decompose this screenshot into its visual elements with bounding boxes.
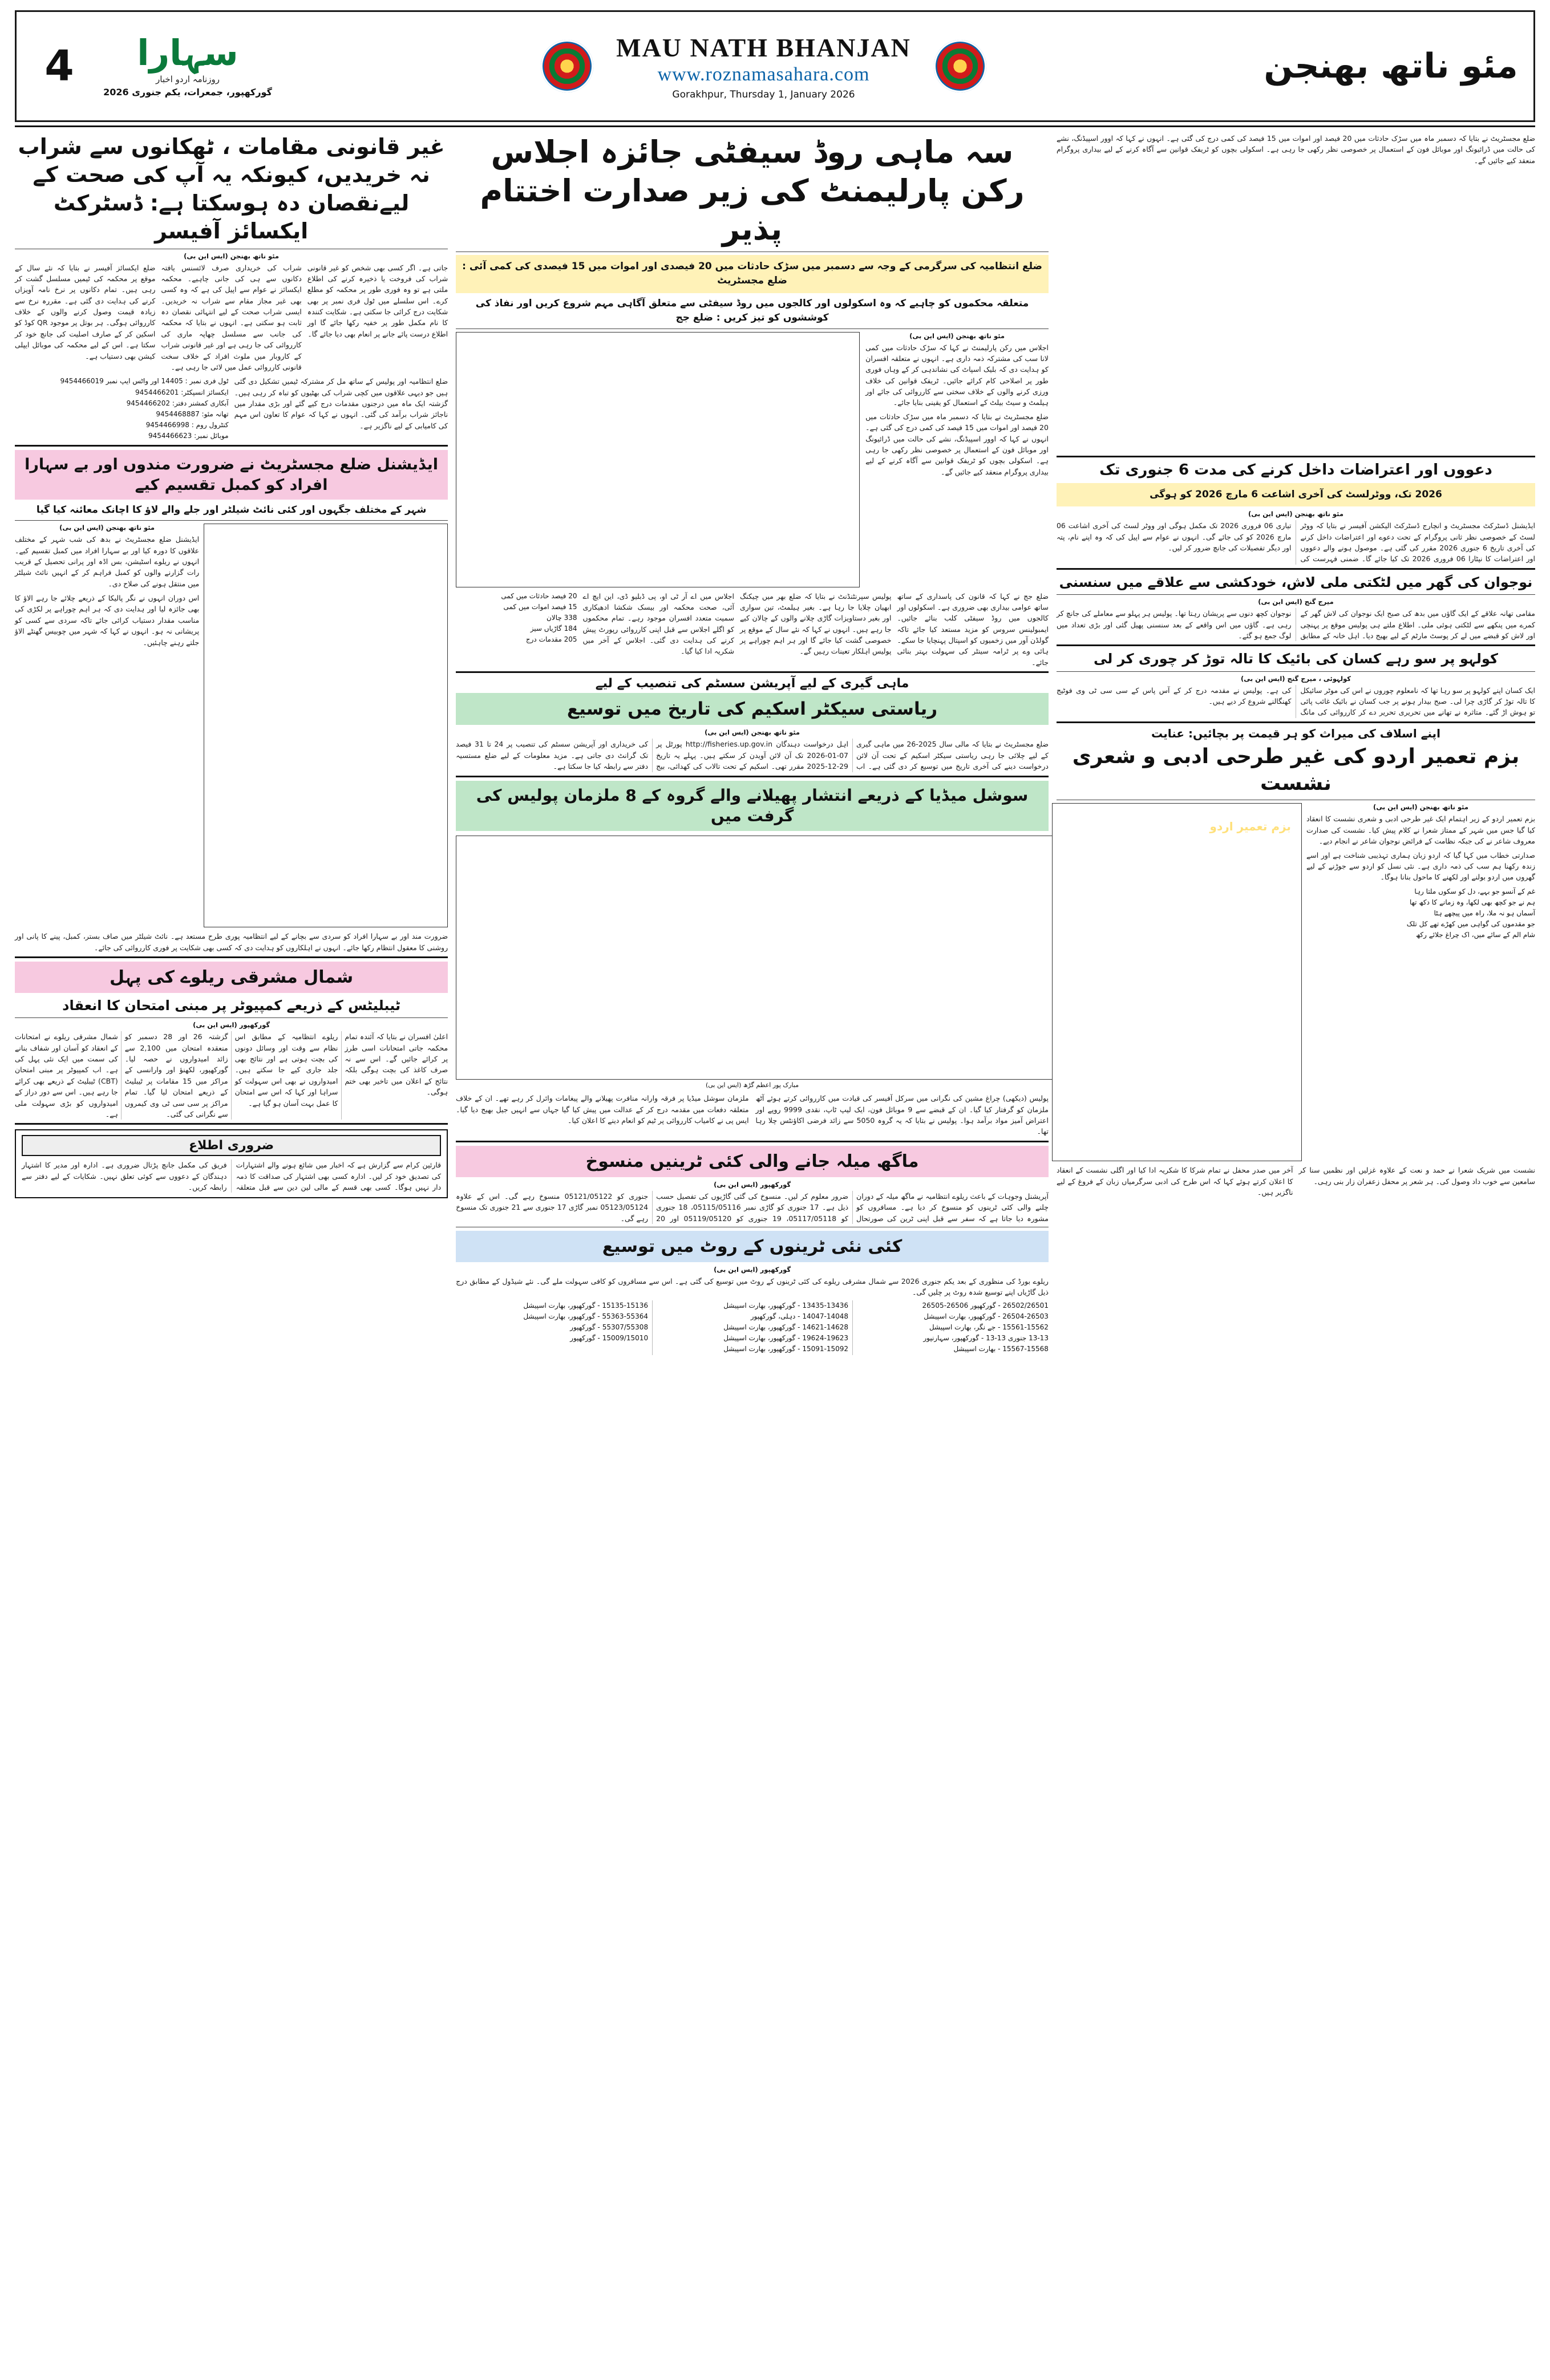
masthead-title — [616, 33, 911, 100]
train-item-4: 13-13 جنوری 13-13 - گورکھپور، سہارنپور — [923, 1334, 1049, 1343]
lead-center-subhead: ضلع انتظامیہ کی سرگرمی کے وجہ سے دسمبر میں سڑک حادثات میں 20 فیصدی اور اموات میں 15 فیصدی کی کمی آئی : ضلع مجسٹریٹ — [462, 260, 1042, 286]
theft-text: ایک کسان اپنے کولہو پر سو رہا تھا کہ نامعلوم چوروں نے اس کی موٹر سائیکل کا تالہ توڑ کر گاڑی چرا لی۔ صبح بیدار ہونے پر جب کسان نے بائیک غائب پائی تو ہوش اڑ گئے۔ متاثرہ نے تھانے میں تحریری تحریر دے کر کارروائی کی مانگ کی ہے۔ پولیس نے مقدمہ درج کر کے آس پاس کے سی سی ٹی وی فوٹیج کھنگالنے شروع کر دیے ہیں۔ — [1056, 686, 1535, 717]
notice-box — [15, 1129, 448, 1198]
magistrate-headline-band — [15, 450, 448, 499]
train-item-13: 55307/55308 - گورکھپور — [570, 1323, 649, 1332]
couplet-5: شام الم کے سائے میں، اک چراغ جلائے رکھ — [1415, 931, 1535, 939]
train-item-8: 14621-14628 - گورکھپور، بھارت اسپیشل — [723, 1323, 849, 1332]
lead-left-col-2: شراب کی خریداری صرف لائسنس یافتہ دکانوں سے ہی کی جانی چاہیے۔ محکمہ ایکسائز نے عوام سے اپیل کی ہے کہ وہ کسی بھی غیر مجاز مقام سے شراب نہ خریدیں۔ ایسی شراب صحت کے لیے انتہائی نقصان دہ ثابت ہو سکتی ہے۔ انہوں نے بتایا کہ محکمہ کی جانب سے مسلسل چھاپہ ماری کی کارروائی کی جا رہی ہے اور غیر قانونی شراب کے کاروبار میں ملوث افراد کے خلاف سخت قانونی کارروائی عمل میں لائی جا رہی ہے۔ — [161, 263, 302, 371]
train-item-11: 15135-15136 - گورکھپور، بھارت اسپیشل — [523, 1301, 649, 1309]
newtrains-byline: گورکھپور (ایس این بی) — [714, 1265, 791, 1274]
magistrate-headline: ایڈیشنل ضلع مجسٹریٹ نے ضرورت مندوں اور بے سہارا افراد کو کمبل تقسیم کیے — [25, 456, 439, 494]
stat-4: 184 گاڑیاں سیز — [530, 625, 577, 633]
recruitment-subhead-band — [1057, 483, 1535, 507]
newtrains-text: ریلوے بورڈ کی منظوری کے بعد یکم جنوری 2026 سے شمال مشرقی ریلوے کی کئی ٹرینوں کے روٹ میں توسیع کی گئی ہے۔ اس سے مسافروں کو کافی سہولت ملے گی۔ نئے شیڈول کے مطابق درج ذیل گاڑیاں اپنے توسیع شدہ روٹ پر چلیں گی۔ — [456, 1276, 1049, 1297]
train-item-9: 19624-19623 - گورکھپور، بھارت اسپیشل — [723, 1334, 849, 1343]
crime-text: مقامی تھانہ علاقے کے ایک گاؤں میں بدھ کی صبح ایک نوجوان کی لاش گھر کے کمرے میں پنکھے سے لٹکتی ہوئی ملی۔ اطلاع ملتے ہی پولیس موقع پر پہنچی اور لاش کو قبضے میں لے کر پوسٹ مارٹم کے لیے بھیج دیا۔ اہل خانہ کے مطابق نوجوان کچھ دنوں سے پریشان رہتا تھا۔ پولیس ہر پہلو سے معاملے کی جانچ کر رہی ہے۔ گاؤں میں اس واقعے کے بعد سنسنی پھیل گئی اور بڑی تعداد میں لوگ جمع ہو گئے۔ — [1056, 609, 1535, 640]
lead-center-stats — [456, 591, 577, 668]
bazm-col-left-1: بزم تعمیر اردو کے زیر اہتمام ایک غیر طرحی ادبی و شعری نشست کا انعقاد کیا گیا جس میں شہر کے ممتاز شعرا نے کلام پیش کیا۔ نشست کی صدارت معروف شاعر نے کی جبکہ نظامت کے فرائض نوجوان شاعر نے انجام دیے۔ — [1306, 814, 1535, 846]
place-date: Gorakhpur, Thursday 1, January 2026 — [672, 88, 855, 100]
lead-left-headline: غیر قانونی مقامات ، ٹھکانوں سے شراب نہ خریدیں، کیونکہ یہ آپ کی صحت کے لیےنقصان دہ ہوسکتا ہے: ڈسٹرکٹ ایکسائز آفیسر — [18, 134, 445, 244]
couplet-2: ہم نے جو کچھ بھی لکھا، وہ زمانے کا دکھ تھا — [1409, 898, 1535, 906]
publication-logo — [102, 12, 273, 120]
masthead-divider — [15, 125, 1535, 127]
lead-center-col-1: اجلاس میں رکن پارلیمنٹ نے کہا کہ سڑک حادثات میں کمی لانا سب کی مشترکہ ذمہ داری ہے۔ انہوں نے متعلقہ افسران کو ہدایت دی کہ بلیک اسپاٹ کی نشاندہی کر کے وہاں فوری طور پر اصلاحی کام کرائے جائیں۔ ٹریفک قوانین کی خلاف ورزی کرنے والوں کے خلاف سختی سے کارروائی کی جائے اور ہیلمٹ و سیٹ بیلٹ کے استعمال کو یقینی بنایا جائے۔ — [865, 343, 1049, 407]
right-column — [1057, 133, 1535, 1355]
helpline-3: آبکاری کمشنر دفتر: 9454466202 — [126, 399, 229, 407]
train-item-7: 14047-14048 - دہلی، گورکھپور — [750, 1312, 849, 1320]
train-item-14: 15009/15010 - گورکھپور — [570, 1334, 649, 1343]
train-item-5: 15567-15568 - بھارت اسپیشل — [953, 1345, 1049, 1353]
social-photo-caption: مبارک پور اعظم گڑھ (ایس این بی) — [705, 1081, 799, 1089]
crime-headline: نوجوان کی گھر میں لٹکتی ملی لاش، خودکشی سے علاقے میں سنسنی — [1059, 574, 1533, 590]
lead-center-col-4: پولیس سپرنٹنڈنٹ نے بتایا کہ ضلع بھر میں چیکنگ ابھیان چلایا جا رہا ہے۔ بغیر ہیلمٹ، تین سواری اور بغیر دستاویزات گاڑی چلانے والوں کے چالان کیے جا رہے ہیں۔ انہوں نے کہا کہ نئے سال کے موقع پر خصوصی گشت کیا جائے گا اور ہر اہم چوراہے پر پولیس اہلکار تعینات رہیں گے۔ — [739, 591, 892, 656]
bazm-kicker: اپنے اسلاف کی میراث کو ہر قیمت پر بچائیں: عنایت — [1151, 726, 1440, 740]
theft-headline: کولہو پر سو رہے کسان کی بائیک کا تالہ توڑ کر چوری کر لی — [1093, 651, 1498, 667]
lead-center-col-3: ضلع جج نے کہا کہ قانون کی پاسداری کے ساتھ ساتھ عوامی بیداری بھی ضروری ہے۔ اسکولوں اور کالجوں میں روڈ سیفٹی کلب بنائے جائیں۔ ایمبولینس سروس کو مزید مستعد کیا جائے تاکہ گولڈن آور میں زخمیوں کو اسپتال پہنچایا جا سکے۔ ہائی وے پر ٹرامہ سینٹر کی سہولت بہتر بنائی جائے۔ — [897, 591, 1049, 667]
magistrate-col-1: ایڈیشنل ضلع مجسٹریٹ نے بدھ کی شب شہر کے مختلف علاقوں کا دورہ کیا اور بے سہارا افراد میں کمبل تقسیم کیے۔ انہوں نے ریلوے اسٹیشن، بس اڈہ اور پرانی تحصیل کے قریب رات گزارنے والوں کو کمبل فراہم کر کے انہیں نائٹ شیلٹر میں منتقل ہونے کی صلاح دی۔ — [15, 535, 200, 588]
main-content — [15, 133, 1535, 1355]
helpline-2: ایکسائز انسپکٹر: 9454466201 — [135, 388, 229, 396]
helpline-1: ٹول فری نمبر : 14405 اور واٹس ایپ نمبر 9454466019 — [60, 377, 229, 386]
couplet-1: غم کے آنسو جو بہے، دل کو سکوں ملتا رہا — [1414, 887, 1535, 895]
recruitment-headline: دعووں اور اعتراضات داخل کرنے کی مدت 6 جنوری تک — [1099, 461, 1492, 479]
recruitment-text: ایڈیشنل ڈسٹرکٹ مجسٹریٹ و انچارج ڈسٹرکٹ الیکشن آفیسر نے بتایا کہ ووٹر لسٹ کے خصوصی نظر ثانی پروگرام کے تحت دعوے اور اعتراضات داخل کرنے کی آخری تاریخ 6 جنوری 2026 مقرر کی گئی ہے۔ موصول ہونے والے دعووں اور اعتراضات کا نپٹارا 06 فروری 2026 تک کیا جائے گا۔ ضمنی فہرست کی تیاری 06 فروری 2026 تک مکمل ہوگی اور ووٹر لسٹ کی آخری اشاعت 06 مارچ 2026 کو کی جائے گی۔ انہوں نے عوام سے اپیل کی کہ وہ اپنے نام، پتہ اور دیگر تفصیلات کی جانچ ضرور کر لیں۔ — [1056, 521, 1535, 563]
middle-column — [456, 133, 1049, 1355]
arrested-group-photo — [456, 836, 1053, 1080]
couplet-4: جو مقدموں کی گواہی میں کھڑے تھے کل تلک — [1406, 920, 1535, 929]
notice-text: قارئین کرام سے گزارش ہے کہ اخبار میں شائع ہونے والے اشتہارات کی تصدیق خود کر لیں۔ ادارہ کسی بھی اشتہار کی صداقت کا ذمہ دار نہیں ہوگا۔ کسی بھی قسم کے مالی لین دین سے قبل متعلقہ فریق کی مکمل جانچ پڑتال ضروری ہے۔ ادارہ اور مدیر کا اشتہار دہندگان کے دعووں سے کوئی تعلق نہیں۔ شکایات کے لیے دفتر سے رابطہ کریں۔ — [22, 1161, 442, 1192]
lead-center-subhead-2: متعلقہ محکموں کو چاہیے کہ وہ اسکولوں اور کالجوں میں روڈ سیفٹی سے متعلق آگاہی مہم شروع کریں اور نفاذ کی کوششوں کو تیز کریں : ضلع جج — [475, 297, 1029, 323]
railway-body — [15, 1031, 448, 1120]
lead-center-sidebar-text: ضلع مجسٹریٹ نے بتایا کہ دسمبر ماہ میں سڑک حادثات میں 20 فیصد اور اموات میں 15 فیصد کی کمی درج کی گئی ہے۔ انہوں نے کہا کہ اوور اسپیڈنگ، نشے کی حالت میں ڈرائیونگ اور موبائل فون کے استعمال پر خصوصی نظر رکھی جا رہی ہے۔ اسکولی بچوں کو ٹریفک قوانین سے آگاہ کرنے کے لیے بیداری پروگرام منعقد کیے جائیں گے۔ — [1056, 134, 1535, 165]
fisheries-kicker: ماہی گیری کے لیے آپریشن سسٹم کی تنصیب کے لیے — [595, 676, 909, 691]
lead-left-col-1: جاتی ہے۔ اگر کسی بھی شخص کو غیر قانونی شراب کی فروخت یا ذخیرہ کرنے کی اطلاع ملتی ہے تو وہ فوری طور پر محکمہ کو مطلع کرے۔ اس سلسلے میں ٹول فری نمبر پر بھی شکایت درج کرائی جا سکتی ہے۔ شکایت کنندہ کا نام مکمل طور پر خفیہ رکھا جائے گا اور اطلاع درست پائے جانے پر انعام بھی دیا جائے گا۔ — [307, 263, 448, 338]
notice-title: ضروری اطلاع — [22, 1135, 441, 1156]
railway-headline-band — [15, 962, 448, 993]
magistrate-col-2: اس دوران انہوں نے نگر پالیکا کے ذریعے چلائے جا رہے الاؤ کا بھی جائزہ لیا اور ہدایت دی کہ ہر اہم چوراہے پر لکڑی کی مناسب مقدار دستیاب کرائی جائے تاکہ سردی سے کسی کو پریشانی نہ ہو۔ انہوں نے کہا کہ شہر میں چوبیس گھنٹے الاؤ جلتے رہنے چاہئیں۔ — [15, 594, 200, 647]
newtrains-headline-band — [456, 1231, 1049, 1262]
lead-left-byline: مئو ناتھ بھنجن (ایس این بی) — [184, 252, 280, 260]
stat-1: 20 فیصد حادثات میں کمی — [501, 591, 577, 600]
lead-center-byline: مئو ناتھ بھنجن (ایس این بی) — [909, 331, 1005, 340]
magistrate-byline: مئو ناتھ بھنجن (ایس این بی) — [59, 524, 155, 532]
magh-byline: گورکھپور (ایس این بی) — [714, 1180, 791, 1189]
poetry-session-photo — [1052, 803, 1302, 1161]
magistrate-subhead: شہر کے مختلف جگہوں اور کئی نائٹ شیلٹر اور جلے والے لاؤ کا اچانک معائنہ کیا گیا — [36, 504, 427, 516]
blanket-distribution-photo — [204, 524, 448, 927]
bazm-couplets — [1306, 886, 1535, 941]
page-number: 4 — [17, 12, 102, 120]
lead-center-subhead-band — [456, 255, 1049, 293]
train-item-10: 15091-15092 - گورکھپور، بھارت اسپیشل — [723, 1345, 849, 1353]
stat-3: 338 چالان — [547, 613, 577, 622]
bazm-col-left-2: صدارتی خطاب میں کہا گیا کہ اردو زبان ہماری تہذیبی شناخت ہے اور اسے زندہ رکھنا ہم سب کی ذمہ داری ہے۔ نئی نسل کو اردو سے جوڑنے کے لیے گھروں میں اردو بولنے اور لکھنے کا ماحول بنانا ہوگا۔ — [1306, 850, 1535, 882]
masthead-center — [273, 33, 1254, 100]
railway-col-3: ریلوے انتظامیہ کے مطابق اس نظام سے وقت اور وسائل دونوں کی بچت ہوتی ہے اور نتائج بھی جلد جاری کیے جا سکتے ہیں۔ امیدواروں نے بھی اس سہولت کو سراہا اور کہا کہ اس سے امتحان کا عمل بہت آسان ہو گیا ہے۔ — [234, 1032, 338, 1108]
railway-col-2: گزشتہ 26 اور 28 دسمبر کو منعقدہ امتحان میں 2,100 سے زائد امیدواروں نے حصہ لیا۔ گورکھپور، لکھنؤ اور وارانسی کے مراکز میں 15 مقامات پر ٹیبلیٹ کے ذریعے امتحان لیا گیا۔ تمام مراکز پر سی سی ٹی وی کیمروں سے نگرانی کی گئی۔ — [124, 1032, 228, 1118]
bazm-col-right-2: آخر میں صدر محفل نے تمام شرکا کا شکریہ ادا کیا اور اگلی نشست کے انعقاد کا اعلان کرتے ہوئے کہا کہ اس طرح کی ادبی سرگرمیاں زبان کے فروغ کے لیے ناگزیر ہیں۔ — [1056, 1166, 1293, 1197]
fisheries-byline: مئو ناتھ بھنجن (ایس این بی) — [705, 728, 800, 737]
helpline-4: تھانہ مئو: 9454468887 — [156, 409, 229, 418]
social-headline-band — [456, 781, 1049, 832]
railway-subhead: ٹیبلیٹس کے ذریعے کمپیوٹر پر مبنی امتحان کا انعقاد — [62, 997, 400, 1013]
masthead-urdu-title: مئو ناتھ بھنجن — [1264, 46, 1518, 86]
train-item-3: 15561-15562 - جے نگر، بھارت اسپیشل — [929, 1323, 1049, 1332]
helpline-5: کنٹرول روم : 9454466998 — [145, 421, 229, 429]
railway-headline: شمال مشرقی ریلوے کی پہل — [110, 967, 354, 987]
bazm-col-right-1: نشست میں شریک شعرا نے حمد و نعت کے علاوہ غزلیں اور نظمیں سنا کر سامعین سے خوب داد وصول کی۔ ہر شعر پر محفل زعفران زار بنی رہی۔ — [1298, 1166, 1535, 1186]
magistrate-col-3: ضرورت مند اور بے سہارا افراد کو سردی سے بچانے کے لیے انتظامیہ پوری طرح مستعد ہے۔ نائٹ شیلٹر میں صاف بستر، کمبل، پینے کا پانی اور روشنی کا معقول انتظام رکھا جائے۔ انہوں نے اہلکاروں کو ہدایت دی کہ کسی بھی شکایت پر فوری کارروائی کی جائے۔ — [15, 932, 448, 952]
magh-headline-band — [456, 1146, 1049, 1177]
recruitment-subhead: 2026 تک، ووٹرلسٹ کی آخری اشاعت 6 مارچ 2026 کو ہوگی — [1150, 488, 1442, 500]
train-item-2: 26504-26503 - گورکھپور، بھارت اسپیشل — [924, 1312, 1049, 1320]
recruitment-byline: مئو ناتھ بھنجن (ایس این بی) — [1248, 510, 1343, 518]
english-name: MAU NATH BHANJAN — [616, 33, 911, 62]
theft-byline: کولہوئی ، میرج گنج (ایس این بی) — [1240, 674, 1351, 683]
newtrains-list — [456, 1300, 1049, 1355]
rosette-icon-right — [934, 40, 986, 92]
logo-urdu-text: سہارا — [137, 31, 238, 74]
railway-byline: گورکھپور (ایس این بی) — [193, 1021, 270, 1029]
road-safety-meeting-photo — [456, 332, 860, 587]
left-column — [15, 133, 448, 1355]
logo-subtitle: روزنامہ اردو اخبار — [156, 74, 220, 84]
fisheries-text: ضلع مجسٹریٹ نے بتایا کہ مالی سال 2025-26 میں ماہی گیری کے لیے چلائی جا رہی ریاستی سیکٹر اسکیم کے تحت آن لائن درخواست دینے کی آخری تاریخ میں توسیع کر دی گئی ہے۔ اب اہل درخواست دہندگان http://fisheries.up.gov.in پورٹل پر 07-01-2026 تک آن لائن آویدن کر سکتے ہیں۔ پہلے یہ تاریخ 29-12-2025 مقرر تھی۔ اسکیم کے تحت تالاب کی کھدائی، بیج کی خریداری اور آپریشن سسٹم کی تنصیب پر 24 تا 31 فیصد تک گرانٹ دی جاتی ہے۔ مزید معلومات کے لیے ضلع مستسیہ دفتر سے رابطہ کیا جا سکتا ہے۔ — [456, 740, 1049, 771]
lead-center-col-5: اجلاس میں اے آر ٹی او، پی ڈبلیو ڈی، این ایچ اے آئی، صحت محکمہ اور بیسک شکشا ادھیکاری سمیت متعدد افسران موجود رہے۔ تمام محکموں کو اگلے اجلاس سے قبل اپنی کارروائی رپورٹ پیش کرنے کی ہدایت دی گئی۔ اجلاس کے آخر میں شکریہ ادا کیا گیا۔ — [582, 591, 734, 656]
railway-col-1: شمال مشرقی ریلوے نے امتحانات کے انعقاد کو آسان اور شفاف بنانے کی سمت میں ایک نئی پہل کی ہے۔ اب کمپیوٹر پر مبنی امتحان (CBT) ٹیبلیٹ کے ذریعے بھی کرائے جا رہے ہیں۔ اس سے دور دراز کے امیدواروں کو بڑی سہولت ملی ہے۔ — [15, 1032, 118, 1118]
lead-center-col-2: ضلع مجسٹریٹ نے بتایا کہ دسمبر ماہ میں سڑک حادثات میں 20 فیصد اور اموات میں 15 فیصد کی کمی درج کی گئی ہے۔ انہوں نے کہا کہ اوور اسپیڈنگ، نشے کی حالت میں ڈرائیونگ اور موبائل فون کے استعمال پر خصوصی نظر رکھی جا رہی ہے۔ اسکولی بچوں کو ٹریفک قوانین سے آگاہ کرنے کے لیے بیداری پروگرام منعقد کیے جائیں گے۔ — [865, 412, 1049, 476]
railway-col-4: اعلیٰ افسران نے بتایا کہ آئندہ تمام محکمہ جاتی امتحانات اسی طرز پر کرائے جائیں گے۔ اس سے نہ صرف کاغذ کی بچت ہوگی بلکہ نتائج کے اعلان میں تاخیر بھی ختم ہوگی۔ — [345, 1032, 448, 1097]
crime-byline: میرج گنج (ایس این بی) — [1258, 598, 1334, 606]
bazm-headline: بزم تعمیر اردو کی غیر طرحی ادبی و شعری نشست — [1072, 744, 1520, 795]
train-item-12: 55363-55364 - گورکھپور، بھارت اسپیشل — [523, 1312, 649, 1320]
train-item-1: 26502/26501 - گورکھپور 26506-26505 — [922, 1301, 1049, 1309]
stat-2: 15 فیصد اموات میں کمی — [503, 602, 577, 611]
newtrains-headline: کئی نئی ٹرینوں کے روٹ میں توسیع — [602, 1236, 903, 1256]
magh-headline: ماگھ میلہ جانے والی کئی ٹرینیں منسوخ — [585, 1151, 919, 1171]
stat-5: 205 مقدمات درج — [525, 635, 577, 644]
social-col-2: ملزمان سوشل میڈیا پر فرقہ وارانہ منافرت پھیلانے والے پیغامات وائرل کر رہے تھے۔ ان کے خلاف متعلقہ دفعات میں مقدمہ درج کر کے عدالت میں پیش کیا گیا جہاں سے انہیں جیل بھیج دیا گیا۔ ایس پی نے کامیاب کارروائی پر ٹیم کو انعام دینے کا اعلان کیا۔ — [456, 1094, 749, 1125]
helpline-6: موبائل نمبر: 9454466623 — [148, 432, 229, 440]
stage-banner-text: بزم تعمیر اردو — [1209, 820, 1291, 834]
edition-line: گورکھپور، جمعرات، یکم جنوری 2026 — [103, 86, 272, 98]
social-headline: سوشل میڈیا کے ذریعے انتشار پھیلانے والے گروہ کے 8 ملزمان پولیس کی گرفت میں — [476, 785, 1029, 825]
website-url[interactable]: www.roznamasahara.com — [657, 63, 870, 85]
lead-center-headline: سہ ماہی روڈ سیفٹی جائزہ اجلاس رکن پارلیمنٹ کی زیر صدارت اختتام پذیر — [480, 134, 1025, 247]
lead-left-col-3: ضلع ایکسائز آفیسر نے بتایا کہ نئے سال کے موقع پر محکمہ کی ٹیمیں مسلسل گشت کر رہی ہیں۔ تمام دکانوں پر نرخ نامہ آویزاں کرنے کی ہدایت دی گئی ہے۔ مقررہ نرخ سے زیادہ قیمت وصول کرنے والوں کے خلاف کارروائی ہوگی۔ ہر بوتل پر موجود QR کوڈ کو اسکین کر کے صارف اصلیت کی جانچ خود کر سکتا ہے۔ اس کے لیے محکمہ کی موبائل ایپلی کیشن بھی دستیاب ہے۔ — [15, 263, 156, 360]
train-item-6: 13435-13436 - گورکھپور، بھارت اسپیشل — [723, 1301, 849, 1309]
fisheries-headline: ریاستی سیکٹر اسکیم کی تاریخ میں توسیع — [566, 699, 938, 720]
magh-text: آپریشنل وجوہات کے باعث ریلوے انتظامیہ نے ماگھ میلہ کے دوران چلنے والی کئی ٹرینوں کو منسوخ کر دیا ہے۔ مسافروں کو مشورہ دیا جاتا ہے کہ سفر سے قبل اپنی ٹرین کی صورتحال ضرور معلوم کر لیں۔ منسوخ کی گئی گاڑیوں کی تفصیل حسب ذیل ہے۔ 17 جنوری کو گاڑی نمبر 05115/05116، 18 جنوری کو 05117/05118، 19 جنوری کو 05119/05120 اور 20 جنوری کو 05121/05122 منسوخ رہے گی۔ اس کے علاوہ 05123/05124 نمبر گاڑی 17 جنوری سے 21 جنوری تک منسوخ رہے گی۔ — [456, 1191, 1049, 1223]
lead-left-col-4: ضلع انتظامیہ اور پولیس کے ساتھ مل کر مشترکہ ٹیمیں تشکیل دی گئی ہیں جو دیہی علاقوں میں کچی شراب کی بھٹیوں کو تباہ کر رہی ہیں۔ گزشتہ ایک ماہ میں درجنوں مقدمات درج کیے گئے اور بڑی مقدار میں ناجائز شراب برآمد کی گئی۔ انہوں نے کہا کہ عوام کا تعاون اس مہم کی کامیابی کے لیے ناگزیر ہے۔ — [234, 377, 448, 430]
couplet-3: آسماں ہو نہ ملا، راہ میں پیچھے ہٹا — [1434, 909, 1535, 918]
masthead — [15, 10, 1535, 122]
social-col-1: پولیس (دیکھی) چراغ مشین کی نگرانی میں سرکل آفیسر کی قیادت میں کارروائی کرتے ہوئے آٹھ ملزمان کو گرفتار کیا گیا۔ ان کے قبضے سے 9 موبائل فون، ایک لیپ ٹاپ، نقدی 9999 روپے اور اعتراض آمیز مواد برآمد ہوا۔ پولیس نے بتایا کہ یہ گروہ 5050 سے زائد فرضی اکاؤنٹس چلا رہا تھا۔ — [755, 1094, 1049, 1136]
rosette-icon-left — [541, 40, 593, 92]
bazm-byline: مئو ناتھ بھنجن (ایس این بی) — [1373, 803, 1468, 812]
lead-left-helplines — [15, 376, 229, 441]
fisheries-headline-band — [456, 693, 1049, 725]
